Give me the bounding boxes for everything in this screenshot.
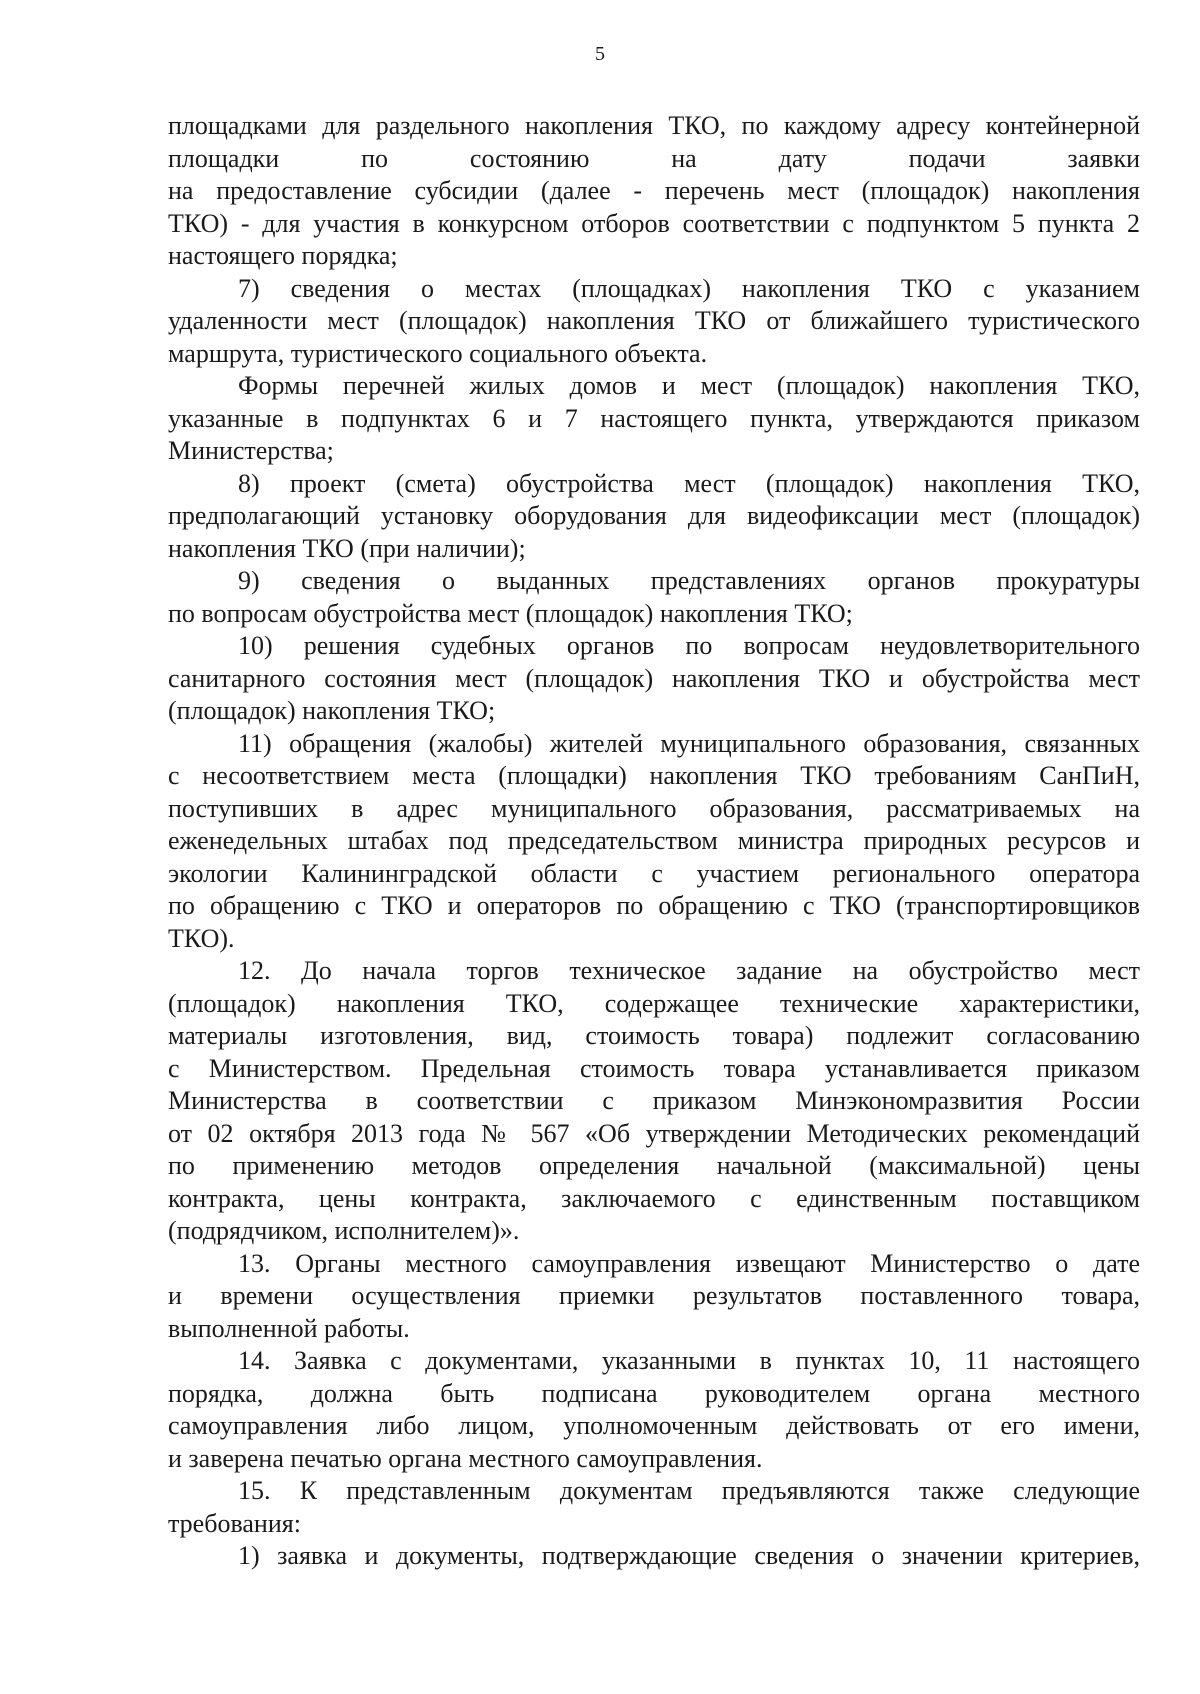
- text-line: от 02 октября 2013 года № 567 «Об утверждении Методических рекомендаций: [168, 1118, 1140, 1148]
- text-line: и времени осуществления приемки результатов поставленного товара,: [168, 1281, 1140, 1310]
- text-line: по обращению с ТКО и операторов по обращению с ТКО (транспортировщиков: [168, 891, 1140, 920]
- text-line: 8) проект (смета) обустройства мест (площадок) накопления ТКО,: [238, 468, 1140, 498]
- text-line: Министерства;: [168, 436, 334, 465]
- text-line: самоуправления либо лицом, уполномоченным действовать от его имени,: [168, 1411, 1140, 1440]
- text-line: площадки по состоянию на дату подачи заявки: [168, 143, 1140, 173]
- text-line: на предоставление субсидии (далее - перечень мест (площадок) накопления: [168, 176, 1140, 205]
- text-line: порядка, должна быть подписана руководителем органа местного: [168, 1378, 1140, 1408]
- text-line: Формы перечней жилых домов и мест (площадок) накопления ТКО,: [238, 371, 1140, 400]
- text-line: 12. До начала торгов техническое задание на обустройство мест: [238, 956, 1140, 985]
- text-line: 13. Органы местного самоуправления извещают Министерство о дате: [238, 1248, 1140, 1278]
- text-line: (площадок) накопления ТКО;: [168, 696, 496, 725]
- text-line: требования:: [168, 1508, 301, 1538]
- document-body: [168, 110, 1140, 1573]
- text-line: маршрута, туристического социального объекта.: [168, 338, 708, 368]
- text-line: площадками для раздельного накопления ТКО, по каждому адресу контейнерной: [168, 111, 1140, 140]
- text-line: Министерства в соответствии с приказом Минэкономразвития России: [168, 1086, 1140, 1115]
- text-line: 1) заявка и документы, подтверждающие сведения о значении критериев,: [238, 1541, 1140, 1570]
- text-line: удаленности мест (площадок) накопления ТКО от ближайшего туристического: [168, 306, 1140, 335]
- text-line: по вопросам обустройства мест (площадок) накопления ТКО;: [168, 598, 853, 628]
- text-line: указанные в подпунктах 6 и 7 настоящего пункта, утверждаются приказом: [168, 403, 1140, 433]
- text-line: 10) решения судебных органов по вопросам неудовлетворительного: [238, 631, 1140, 660]
- text-line: настоящего порядка;: [168, 241, 398, 270]
- text-line: (подрядчиком, исполнителем)».: [168, 1216, 520, 1245]
- text-line: санитарного состояния мест (площадок) накопления ТКО и обустройства мест: [168, 663, 1140, 693]
- text-line: выполненной работы.: [168, 1313, 410, 1343]
- text-line: предполагающий установку оборудования для видеофиксации мест (площадок): [168, 501, 1140, 530]
- text-line: 9) сведения о выданных представлениях органов прокуратуры: [238, 566, 1140, 595]
- text-line: 7) сведения о местах (площадках) накопления ТКО с указанием: [238, 273, 1140, 303]
- text-line: еженедельных штабах под председательством министра природных ресурсов и: [168, 826, 1140, 855]
- text-line: с Министерством. Предельная стоимость товара устанавливается приказом: [168, 1053, 1140, 1083]
- text-line: 11) обращения (жалобы) жителей муниципального образования, связанных: [238, 728, 1140, 758]
- text-line: и заверена печатью органа местного самоуправления.: [168, 1443, 763, 1473]
- text-line: 14. Заявка с документами, указанными в пунктах 10, 11 настоящего: [238, 1346, 1140, 1375]
- text-line: с несоответствием места (площадки) накопления ТКО требованиям СанПиН,: [168, 761, 1140, 790]
- text-line: (площадок) накопления ТКО, содержащее технические характеристики,: [168, 988, 1140, 1018]
- page-number: 5: [595, 43, 605, 65]
- text-line: поступивших в адрес муниципального образования, рассматриваемых на: [168, 793, 1140, 823]
- text-line: по применению методов определения начальной (максимальной) цены: [168, 1151, 1140, 1180]
- text-line: ТКО).: [168, 923, 235, 953]
- text-line: контракта, цены контракта, заключаемого с единственным поставщиком: [168, 1183, 1140, 1213]
- text-line: ТКО) - для участия в конкурсном отборов соответствии с подпунктом 5 пункта 2: [168, 208, 1140, 238]
- text-line: материалы изготовления, вид, стоимость товара) подлежит согласованию: [168, 1021, 1140, 1050]
- text-line: экологии Калининградской области с участием регионального оператора: [168, 858, 1140, 888]
- text-line: накопления ТКО (при наличии);: [168, 533, 526, 563]
- text-line: 15. К представленным документам предъявляются также следующие: [238, 1476, 1140, 1505]
